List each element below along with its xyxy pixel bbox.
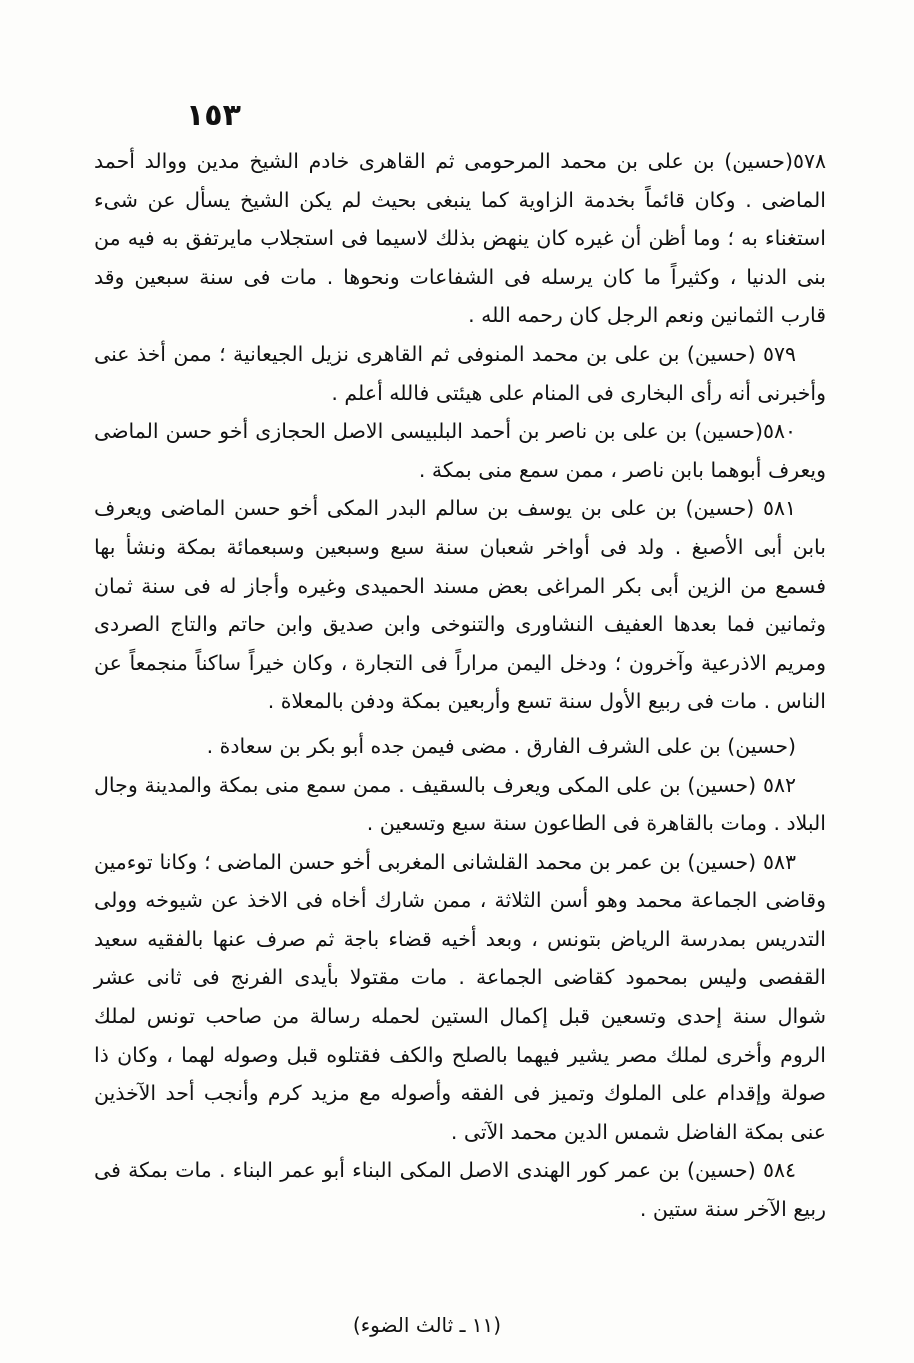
entry-578: ٥٧٨(حسين) بن على بن محمد المرحومى ثم القاهرى خادم الشيخ مدين ووالد أحمد الماضى . وكان قائماً بخدمة الزاوية كما ينبغى بحيث لم يكن الشيخ يسأل عن شىء استغناء به ؛ وما أظن أن غيره كان ينهض بذلك لاسيما فى استجلاب مايرتفق به فيه من بنى الدنيا ، وكثيراً ما كان يرسله فى الشفاعات ونحوها . مات فى سنة سبعين وقد قارب الثمانين ونعم الرجل كان رحمه الله . xyxy=(94,149,826,328)
page-footer xyxy=(0,1313,914,1337)
entry-584: ٥٨٤ (حسين) بن عمر كور الهندى الاصل المكى البناء أبو عمر البناء . مات بمكة فى ربيع الآخر سنة ستين . xyxy=(94,1158,826,1222)
page-number: ١٥٣ xyxy=(186,98,241,133)
entry-580: ٥٨٠(حسين) بن على بن ناصر بن أحمد البلبيسى الاصل الحجازى أخو حسن الماضى ويعرف أبوهما بابن ناصر ، ممن سمع منى بمكة . xyxy=(94,419,826,482)
biography-text xyxy=(94,142,826,1229)
entry-579: ٥٧٩ (حسين) بن على بن محمد المنوفى ثم القاهرى نزيل الجيعانية ؛ ممن أخذ عنى وأخبرنى أنه رأى البخارى فى المنام على هيئتى فالله أعلم . xyxy=(94,341,826,405)
footer-signature: (١١ ـ ثالث الضوء) xyxy=(352,1313,502,1337)
entry-582: ٥٨٢ (حسين) بن على المكى ويعرف بالسقيف . ممن سمع منى بمكة والمدينة وجال البلاد . ومات بالقاهرة فى الطاعون سنة سبع وتسعين . xyxy=(94,772,826,836)
entry-583: ٥٨٣ (حسين) بن عمر بن محمد القلشانى المغربى أخو حسن الماضى ؛ وكانا توءمين وقاضى الجماعة محمد وهو أسن الثلاثة ، ممن شارك أخاه فى الاخذ عن شيوخه وولى التدريس بمدرسة الرياض بتونس ، وبعد أخيه قضاء باجة ثم صرف عنها بالفقيه سعيد القفصى وليس بمحمود كقاضى الجماعة . مات مقتولا بأيدى الفرنج فى ثانى عشر شوال سنة إحدى وتسعين قبل إكمال الستين لحمله رسالة من صاحب تونس لملك الروم وأخرى لملك مصر يشير فيهما بالصلح والكف فقتلوه قبل وصوله لهما ، وكان ذا صولة وإقدام على الملوك وتميز فى الفقه وأصوله مع مزيد كرم وأنجب أحد الآخذين عنى بمكة الفاضل شمس الدين محمد الآتى . xyxy=(94,849,826,1144)
cross-reference-entry: (حسين) بن على الشرف الفارق . مضى فيمن جده أبو بكر بن سعادة . xyxy=(206,733,796,758)
entry-581: ٥٨١ (حسين) بن على بن يوسف بن سالم البدر المكى أخو حسن الماضى ويعرف بابن أبى الأصبغ . ولد فى أواخر شعبان سنة سبع وسبعين وسبعمائة بمكة ونشأ بها فسمع من الزين أبى بكر المراغى بعض مسند الحميدى وغيره وأجاز له فى سنة ثمان وثمانين فما بعدها العفيف النشاورى والتنوخى وابن صديق وابن حاتم والتاج الصردى ومريم الاذرعية وآخرون ؛ ودخل اليمن مراراً فى التجارة ، وكان خيراً ساكناً منجمعاً عن الناس . مات فى ربيع الأول سنة تسع وأربعين بمكة ودفن بالمعلاة . xyxy=(94,496,826,714)
